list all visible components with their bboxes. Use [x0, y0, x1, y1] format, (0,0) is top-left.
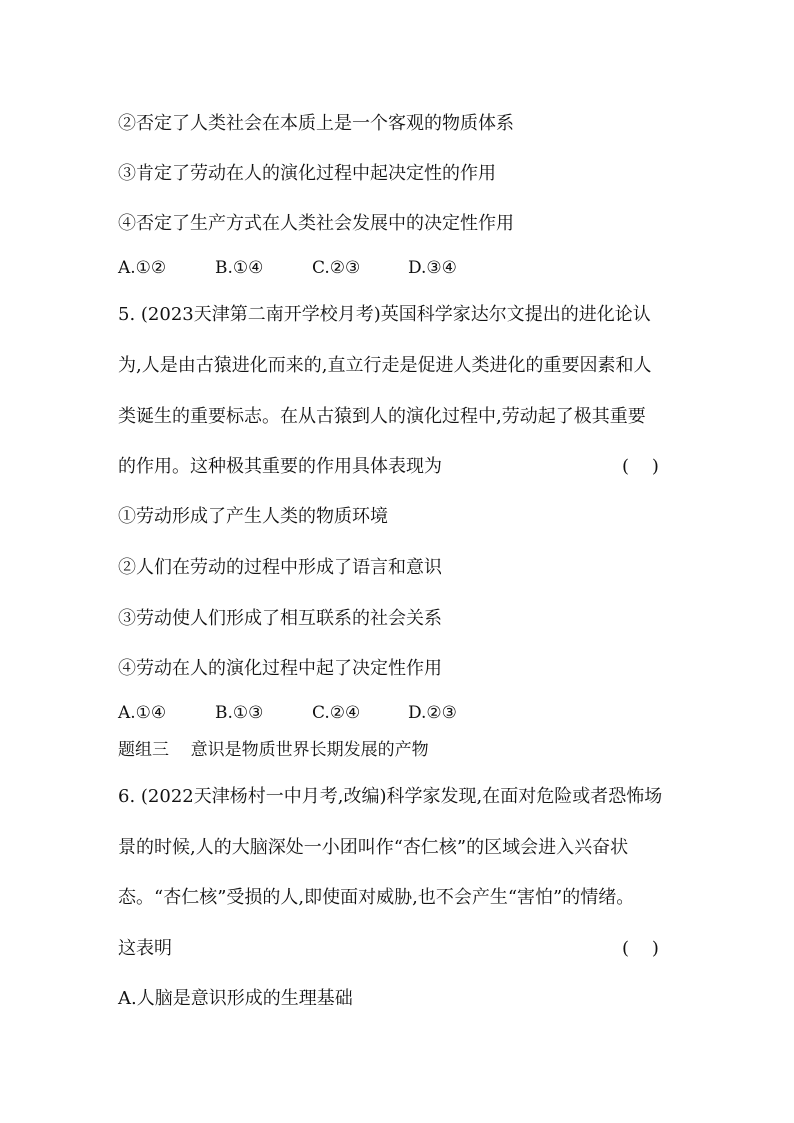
q4-option-a[interactable]: A.①② [118, 258, 167, 278]
q5-stem-line-2: 为,人是由古猿进化而来的,直立行走是促进人类进化的重要因素和人 [118, 355, 652, 376]
q4-option-c[interactable]: C.②③ [312, 258, 361, 278]
q5-stem-line-3: 类诞生的重要标志。在从古猿到人的演化过程中,劳动起了极其重要 [118, 406, 646, 427]
q5-option-d[interactable]: D.②③ [408, 703, 457, 723]
q5-option-a[interactable]: A.①④ [118, 703, 167, 723]
q4-statement-3: ③肯定了劳动在人的演化过程中起决定性的作用 [118, 163, 496, 184]
q4-option-b[interactable]: B.①④ [215, 258, 264, 278]
q6-stem-line-1: 6. (2022天津杨村一中月考,改编)科学家发现,在面对危险或者恐怖场 [118, 786, 663, 807]
q5-option-c[interactable]: C.②④ [312, 703, 361, 723]
q5-stem-line-1: 5. (2023天津第二南开学校月考)英国科学家达尔文提出的进化论认 [118, 304, 651, 325]
q5-options [118, 701, 457, 725]
q5-statement-2: ②人们在劳动的过程中形成了语言和意识 [118, 557, 442, 578]
group-title: 意识是物质世界长期发展的产物 [190, 740, 429, 760]
q6-stem-line-2: 景的时候,人的大脑深处一小团叫作“杏仁核”的区域会进入兴奋状 [118, 837, 629, 858]
q6-stem-line-3: 态。“杏仁核”受损的人,即使面对威胁,也不会产生“害怕”的情绪。 [118, 887, 635, 908]
q5-stem-line-4: 的作用。这种极其重要的作用具体表现为 [118, 456, 442, 477]
q5-answer-blank[interactable]: ( ) [622, 456, 659, 477]
q4-options [118, 256, 457, 280]
q5-statement-1: ①劳动形成了产生人类的物质环境 [118, 506, 388, 527]
group-heading [118, 738, 429, 762]
q4-option-d[interactable]: D.③④ [408, 258, 457, 278]
q5-statement-3: ③劳动使人们形成了相互联系的社会关系 [118, 608, 442, 629]
q5-option-b[interactable]: B.①③ [215, 703, 264, 723]
q6-answer-blank[interactable]: ( ) [622, 938, 659, 959]
group-label: 题组三 [118, 740, 169, 760]
q5-statement-4: ④劳动在人的演化过程中起了决定性作用 [118, 658, 442, 679]
q4-statement-2: ②否定了人类社会在本质上是一个客观的物质体系 [118, 113, 514, 134]
q6-option-a[interactable]: A.人脑是意识形成的生理基础 [118, 988, 353, 1009]
q6-stem-line-4: 这表明 [118, 938, 172, 959]
q4-statement-4: ④否定了生产方式在人类社会发展中的决定性作用 [118, 213, 514, 234]
